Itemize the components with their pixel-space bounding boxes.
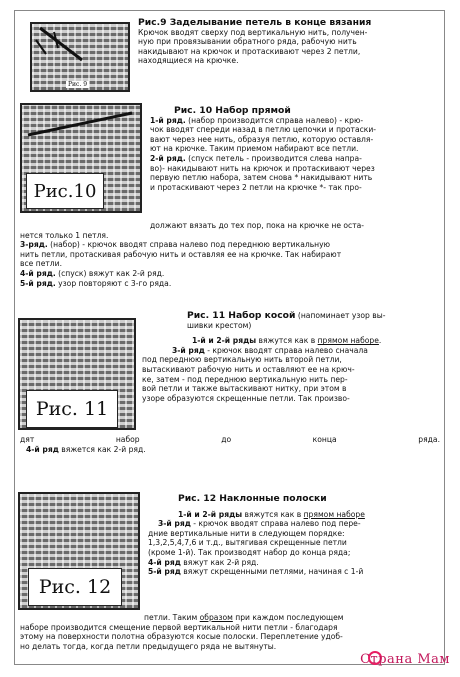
row-4-label: 4-й ряд <box>26 444 59 454</box>
straight-set-link[interactable]: прямом наборе <box>303 509 365 519</box>
row-2-label: 2-й ряд. <box>150 153 186 163</box>
figure-11-text <box>142 311 442 403</box>
row-2-head: (спуск петель - производится слева напра- <box>185 153 362 163</box>
figure-9-line: находящиеся на крючке. <box>138 56 239 66</box>
row-2-line: должают вязать до тех пор, пока на крючке не оста- <box>150 221 365 230</box>
figure-9-text <box>138 18 438 66</box>
row-3-line: ке, затем - под переднюю вертикальную нить пер- <box>142 374 348 384</box>
row-3-head: - крючок вводят справа налево под пере- <box>190 519 361 529</box>
row-5-label: 5-й ряд <box>148 567 181 577</box>
thus-link[interactable]: образом <box>199 613 233 622</box>
figure-9-line: ную при провязывании обратного ряда, рабочую нить <box>138 37 357 47</box>
figure-12-text-full <box>20 613 440 651</box>
row-5-text: вяжут скрещенными петлями, начиная с 1-й <box>180 567 364 577</box>
row-1-line: вают через нее нить, образуя петлю, которую оставля- <box>150 134 374 144</box>
row-4-text: (спуск) вяжут как 2-й ряд. <box>55 268 165 278</box>
row-3-label: 3-й ряд <box>172 345 205 355</box>
figure-9-image <box>30 22 130 92</box>
figure-10-text-full <box>20 221 440 288</box>
figure-9-line: Крючок вводят сверху под вертикальную нить, получен- <box>138 27 368 37</box>
tail-line: наборе производится смещение первой вертикальной нити петли - благодаря <box>20 622 338 632</box>
straight-set-link[interactable]: прямом наборе <box>317 336 379 346</box>
figure-11-image <box>18 318 136 430</box>
row-5-text: узор повторяют с 3-го ряда. <box>55 278 172 288</box>
figure-11-title-tail: (напоминает узор вы- <box>295 311 386 320</box>
row-4-label: 4-й ряд. <box>20 268 56 278</box>
row-4-text: вяжется как 2-й ряд. <box>58 444 146 454</box>
rows-1-2-label: 1-й и 2-й ряды <box>178 509 243 519</box>
figure-10-image <box>20 103 142 213</box>
row-2-line: во)- накидывают нить на крючок и протаскивают через <box>150 163 375 173</box>
row-3-tail: дят набор до конца ряда. <box>20 435 440 444</box>
figure-11-title: Рис. 11 Набор косой <box>187 310 296 321</box>
row-5-line2-a: петли. Таким <box>144 613 200 622</box>
figure-12-text <box>148 494 440 577</box>
row-3-label: 3-ряд. <box>20 240 48 250</box>
row-3-line: нить петли, протаскивая рабочую нить и оставляя ее на крючке. Так набирают <box>20 249 342 259</box>
figure-12-label: Рис. 12 <box>28 568 122 606</box>
row-3-line: (кроме 1-й). Так производят набор до конца ряда; <box>148 547 351 557</box>
rows-1-2-mid: вяжутся как в <box>242 509 304 519</box>
row-3-line: все петли. <box>20 259 62 269</box>
row-3-line: дние вертикальные нити в следующем порядке: <box>148 528 345 538</box>
row-1-line: чок вводят спереди назад в петлю цепочки и протаски- <box>150 125 377 135</box>
row-1-label: 1-й ряд. <box>150 115 186 125</box>
row-5-label: 5-й ряд. <box>20 278 56 288</box>
watermark: Страна Мам <box>360 652 450 667</box>
row-3-line: узоре образуются скрещенные петли. Так произво- <box>142 393 350 403</box>
figure-11-label: Рис. 11 <box>26 390 118 428</box>
figure-10-label: Рис.10 <box>26 173 104 209</box>
rows-1-2-mid: вяжутся как в <box>256 336 318 346</box>
figure-9-line: накидывают на крючок и протаскивают через 2 петли, <box>138 46 361 56</box>
figure-9-caption: Рис. 9 <box>68 81 88 88</box>
row-3-line: под переднюю вертикальную нить второй петли, <box>142 355 342 365</box>
figure-10-text <box>150 106 440 192</box>
row-3-head: - крючок вводят справа налево сначала <box>204 345 368 355</box>
row-3-line: вытаскивают рабочую нить и оставляют ее на крюч- <box>142 364 355 374</box>
rows-1-2-end: . <box>378 336 382 346</box>
figure-12-image <box>18 492 140 610</box>
row-2-line: нется только 1 петля. <box>20 230 109 240</box>
row-3-line: 1,3,2,5,4,7,6 и т.д., вытягивая скрещенные петли <box>148 538 347 548</box>
row-1-line: ют на крючке. Таким приемом набирают все петли. <box>150 144 359 154</box>
figure-10-title: Рис. 10 Набор прямой <box>174 105 291 116</box>
row-3-text: (набор) - крючок вводят справа налево под переднюю вертикальную <box>47 240 331 250</box>
figure-11-title-line2: шивки крестом) <box>187 320 252 330</box>
row-3-label: 3-й ряд <box>158 519 191 529</box>
row-1-head: (набор производится справа налево) - крю- <box>185 115 364 125</box>
figure-12-title: Рис. 12 Наклонные полоски <box>178 493 327 504</box>
row-4-label: 4-й ряд <box>148 557 181 567</box>
row-4-text: вяжут как 2-й ряд. <box>180 557 259 567</box>
row-2-line: и протаскивают через 2 петли на крючке *- так про- <box>150 182 362 192</box>
tail-line: этому на поверхности полотна образуются косые полоски. Переплетение удоб- <box>20 632 343 642</box>
figure-11-text-full <box>20 435 440 454</box>
row-3-line: вой петли и также вытаскивают нитку, при этом в <box>142 384 347 394</box>
rows-1-2-label: 1-й и 2-й ряды <box>192 336 257 346</box>
tail-line: но делать тогда, когда петли предыдущего ряда не вытянуты. <box>20 641 277 651</box>
figure-9-title: Рис.9 Заделывание петель в конце вязания <box>138 17 372 28</box>
row-2-line: первую петлю набора, затем снова * накидывают нить <box>150 173 373 183</box>
row-5-line2-b: при каждом последующем <box>232 613 344 622</box>
